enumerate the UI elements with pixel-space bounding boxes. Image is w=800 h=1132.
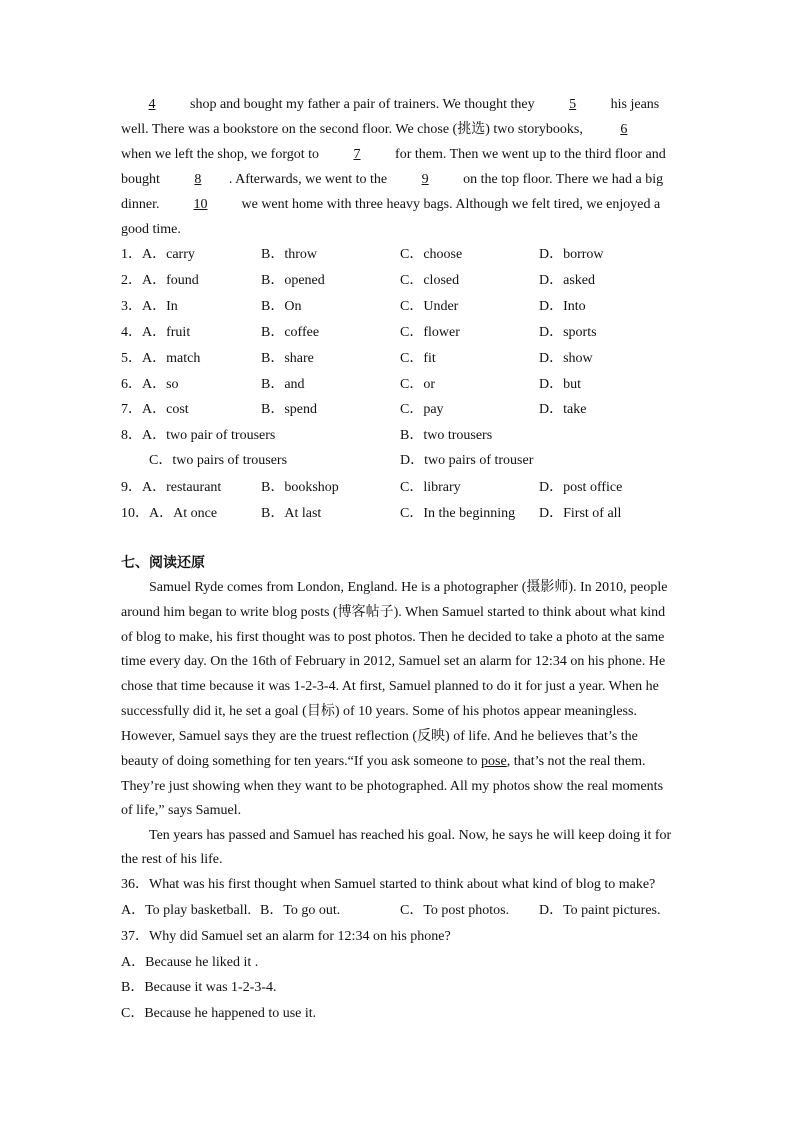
question-number: 3． [121, 298, 142, 314]
passage-line: Ten years has passed and Samuel has reached his goal. Now, he says he will keep doing it for [149, 828, 672, 843]
option-b: B．coffee [261, 324, 320, 340]
option-c: C．flower [400, 324, 460, 340]
option-d: D．show [539, 350, 593, 366]
passage-line: Samuel Ryde comes from London, England. He is a photographer (摄影师). In 2010, people [149, 580, 668, 595]
question-number: 5． [121, 350, 142, 366]
option-c: C．closed [400, 272, 460, 288]
option-c: C．To post photos. [400, 903, 510, 918]
cloze-text: well. There was a bookstore on the second floor. We chose (挑选) two storybooks, [121, 122, 583, 137]
option-b: B．spend [261, 402, 317, 418]
blank-5: 5 [569, 97, 577, 112]
option-d: D．To paint pictures. [539, 903, 661, 918]
question-4 [121, 324, 190, 342]
cloze-line-5 [121, 196, 660, 214]
option-a: A．match [142, 350, 201, 366]
option-a: A．carry [142, 247, 195, 262]
cloze-text: . Afterwards, we went to the [228, 172, 388, 187]
option-b: B．bookshop [261, 480, 339, 495]
cloze-text: dinner. [121, 197, 160, 212]
passage-line [121, 753, 646, 771]
option-c: C．Under [400, 298, 459, 314]
question-9 [121, 479, 221, 497]
section-title: 七、阅读还原 [121, 555, 205, 571]
passage-text: , that’s not the real them. [506, 754, 646, 769]
underlined-word: pose [481, 754, 507, 769]
option-a: A．Because he liked it . [121, 955, 259, 970]
question-number: 10． [121, 506, 149, 521]
cloze-text: we went home with three heavy bags. Although we felt tired, we enjoyed a [241, 197, 661, 212]
blank-4: 4 [148, 97, 156, 112]
passage-line: around him began to write blog posts (博客帖子). When Samuel started to think about what kind [121, 605, 666, 620]
option-b: B．throw [261, 247, 317, 262]
passage-line: of life,” says Samuel. [121, 803, 242, 818]
option-a: A．fruit [142, 324, 191, 340]
cloze-text: shop and bought my father a pair of trainers. We thought they [190, 97, 535, 112]
option-b: B．Because it was 1-2-3-4. [121, 980, 277, 995]
question-8 [121, 427, 275, 445]
question-number: 4． [121, 324, 142, 340]
option-a: A．restaurant [142, 480, 222, 495]
question-3 [121, 298, 178, 316]
question-number: 9． [121, 480, 142, 495]
question-2 [121, 272, 199, 290]
cloze-text: his jeans [610, 97, 660, 112]
question-number: 8． [121, 428, 142, 443]
question-number: 1． [121, 247, 142, 262]
option-c: C．or [400, 376, 435, 392]
cloze-text: when we left the shop, we forgot to [121, 147, 320, 162]
option-d: D．sports [539, 324, 597, 340]
passage-line: the rest of his life. [121, 852, 223, 867]
cloze-text: bought [121, 172, 160, 187]
blank-8: 8 [194, 172, 202, 187]
option-a: A．cost [142, 402, 189, 418]
option-d: D．asked [539, 272, 595, 288]
cloze-line-1 [121, 96, 659, 114]
option-c: C．fit [400, 350, 436, 366]
option-d: D．First of all [539, 506, 622, 521]
option-a: A．two pair of trousers [142, 428, 276, 443]
option-b: B．At last [261, 506, 322, 521]
option-c: C．library [400, 480, 461, 495]
option-d: D．Into [539, 298, 586, 314]
option-c: C．two pairs of trousers [149, 453, 288, 468]
blank-9: 9 [421, 172, 429, 187]
option-b: B．share [261, 350, 314, 366]
passage-line: successfully did it, he set a goal (目标) of 10 years. Some of his photos appear meaningless. [121, 704, 637, 719]
option-c: C．Because he happened to use it. [121, 1006, 317, 1021]
cloze-text: on the top floor. There we had a big [463, 172, 664, 187]
option-c: C．pay [400, 402, 444, 418]
cloze-text: for them. Then we went up to the third floor and [395, 147, 666, 162]
passage-text: beauty of doing something for ten years.“If you ask someone to [121, 754, 482, 769]
option-a: A．At once [149, 506, 218, 521]
option-b: B．opened [261, 272, 325, 288]
passage-line: of blog to make, his first thought was to post photos. Then he decided to take a photo at the same [121, 630, 665, 645]
cloze-line-3 [121, 146, 666, 164]
option-c: C．In the beginning [400, 506, 516, 521]
option-d: D．but [539, 376, 581, 392]
option-c: C．choose [400, 247, 463, 262]
passage-line: However, Samuel says they are the truest reflection (反映) of life. And he believes that’s the [121, 729, 638, 744]
question-37-stem: 37．Why did Samuel set an alarm for 12:34 on his phone? [121, 929, 451, 944]
cloze-line-2 [121, 121, 658, 139]
question-6 [121, 376, 179, 394]
option-b: B．To go out. [260, 903, 341, 918]
option-a: A．To play basketball. [121, 903, 252, 918]
question-number: 2． [121, 272, 142, 288]
passage-line: chose that time because it was 1-2-3-4. At first, Samuel planned to do it for just a year. When he [121, 679, 659, 694]
question-number: 7． [121, 402, 142, 418]
blank-7: 7 [353, 147, 361, 162]
blank-10: 10 [193, 197, 208, 212]
cloze-line-4 [121, 171, 663, 189]
option-a: A．so [142, 376, 179, 392]
option-b: B．On [261, 298, 302, 314]
option-b: B．two trousers [400, 428, 493, 443]
option-a: A．In [142, 298, 178, 314]
question-7 [121, 401, 189, 419]
option-d: D．two pairs of trouser [400, 453, 534, 468]
question-1 [121, 246, 195, 264]
option-a: A．found [142, 272, 199, 288]
cloze-line-6: good time. [121, 222, 181, 237]
question-10 [121, 505, 217, 523]
option-d: D．post office [539, 480, 623, 495]
question-36-stem: 36．What was his first thought when Samuel started to think about what kind of blog to make? [121, 877, 656, 892]
option-d: D．borrow [539, 247, 604, 262]
passage-line: They’re just showing when they want to be photographed. All my photos show the real moments [121, 779, 664, 794]
blank-6: 6 [620, 122, 628, 137]
option-d: D．take [539, 402, 587, 418]
question-number: 6． [121, 376, 142, 392]
question-5 [121, 350, 200, 368]
passage-line: time every day. On the 16th of February in 2012, Samuel set an alarm for 12:34 on his phone. He [121, 654, 666, 669]
option-b: B．and [261, 376, 305, 392]
